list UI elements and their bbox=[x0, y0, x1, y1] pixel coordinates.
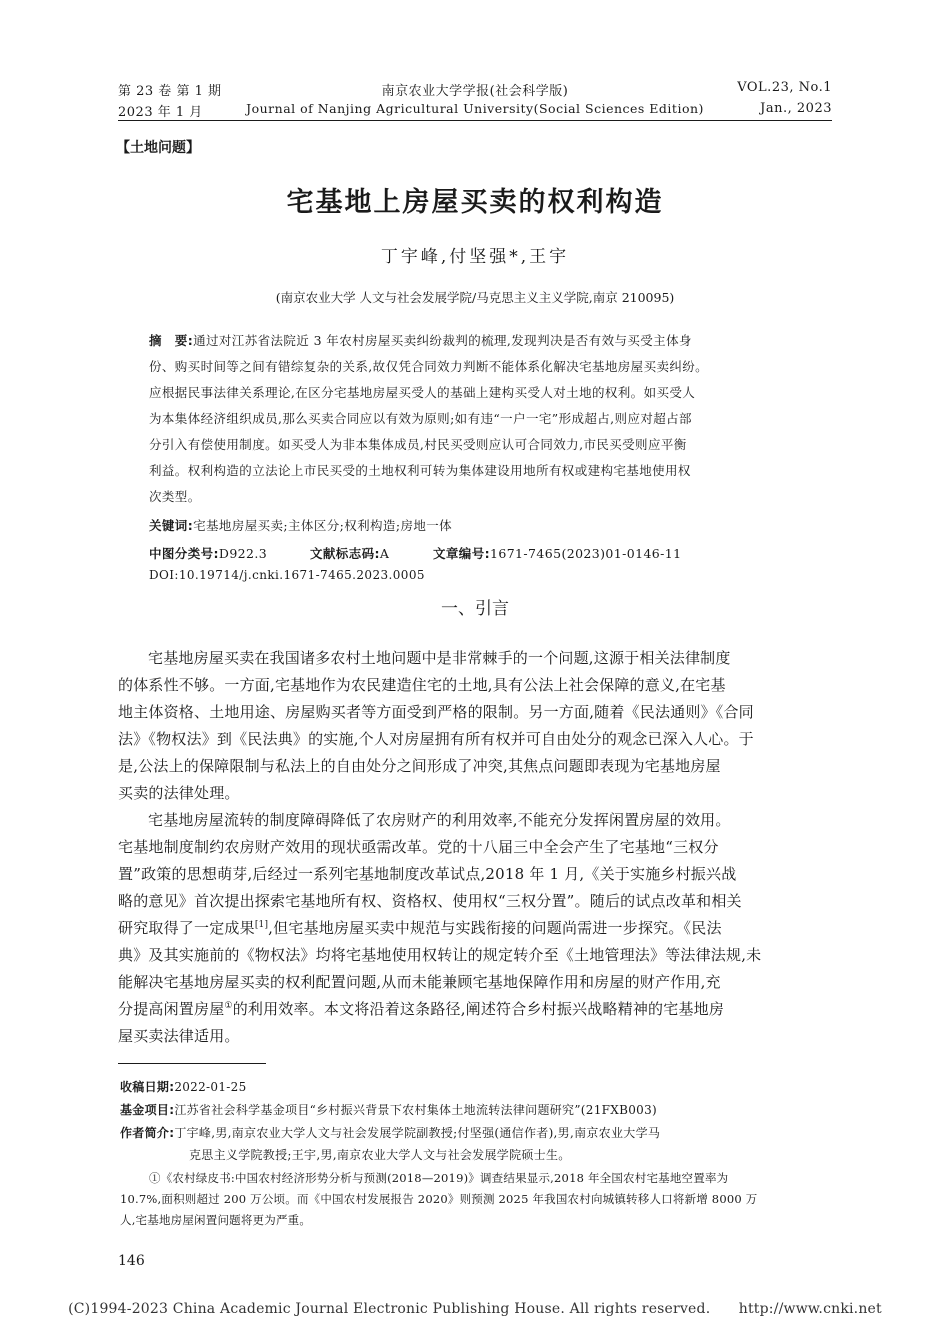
section-tag: 【土地问题】 bbox=[116, 140, 200, 156]
header-journal-cn: 南京农业大学学报(社会科学版) bbox=[381, 84, 569, 99]
abstract-line: 应根据民事法律关系理论,在区分宅基地房屋买受人的基础上建构买受人对土地的权利。如买受人 bbox=[149, 385, 696, 400]
body-line: 法》《物权法》到《民法典》的实施,个人对房屋拥有所有权并可自由处分的观念已深入人心。于 bbox=[118, 730, 754, 748]
abstract-line: 份、购买时间等之间有错综复杂的关系,故仅凭合同效力判断不能体系化解决宅基地房屋买卖纠纷。 bbox=[149, 359, 709, 374]
clc-number: 中图分类号:D922.3 bbox=[149, 546, 268, 561]
author-list: 丁宇峰,付坚强*,王宇 bbox=[380, 247, 570, 267]
page-title: 宅基地上房屋买卖的权利构造 bbox=[286, 187, 664, 218]
document-code: 文献标志码:A bbox=[310, 546, 390, 561]
fund-project: 基金项目:江苏省社会科学基金项目“乡村振兴背景下农村集体土地流转法律问题研究”(21FXB003) bbox=[120, 1103, 658, 1117]
body-line: 的体系性不够。一方面,宅基地作为农民建造住宅的土地,具有公法上社会保障的意义,在宅基 bbox=[118, 676, 726, 694]
header-rule bbox=[118, 120, 832, 121]
abstract-line: 次类型。 bbox=[149, 489, 201, 504]
footnote-line: 10.7%,面积则超过 200 万公顷。而《中国农村发展报告 2020》则预测 2025 年我国农村向城镇转移人口将新增 8000 万 bbox=[120, 1192, 758, 1206]
footnote-line: ①《农村绿皮书:中国农村经济形势分析与预测(2018—2019)》调查结果显示,2018 年全国农村宅基地空置率为 bbox=[149, 1171, 729, 1185]
affiliation: (南京农业大学 人文与社会发展学院/马克思主义主义学院,南京 210095) bbox=[275, 290, 675, 305]
body-line: 地主体资格、土地用途、房屋购买者等方面受到严格的限制。另一方面,随着《民法通则》《合同 bbox=[118, 703, 754, 721]
abstract-label: 摘 要: bbox=[149, 333, 194, 348]
footnote-ref[interactable]: ① bbox=[224, 1001, 233, 1011]
body-line: 略的意见》首次提出探索宅基地所有权、资格权、使用权“三权分置”。随后的试点改革和相关 bbox=[118, 892, 742, 910]
body-line: 是,公法上的保障限制与私法上的自由处分之间形成了冲突,其焦点问题即表现为宅基地房屋 bbox=[118, 757, 721, 775]
body-line: 宅基地房屋流转的制度障碍降低了农房财产的利用效率,不能充分发挥闲置房屋的效用。 bbox=[148, 811, 731, 829]
header-journal-en: Journal of Nanjing Agricultural University(Social Sciences Edition) bbox=[246, 101, 704, 116]
body-line: 屋买卖法律适用。 bbox=[118, 1027, 240, 1045]
body-line: 宅基地制度制约农房财产效用的现状亟需改革。党的十八届三中全会产生了宅基地“三权分 bbox=[118, 838, 719, 856]
article-number: 文章编号:1671-7465(2023)01-0146-11 bbox=[433, 546, 682, 561]
section-heading: 一、引言 bbox=[441, 599, 509, 619]
abstract-line: 为本集体经济组织成员,那么买卖合同应以有效为原则;如有违“一户一宅”形成超占,则应对超占部 bbox=[149, 411, 692, 426]
abstract-line: 利益。权利构造的立法论上市民买受的土地权利可转为集体建设用地所有权或建构宅基地使用权 bbox=[149, 463, 691, 478]
doi: DOI:10.19714/j.cnki.1671-7465.2023.0005 bbox=[149, 568, 425, 582]
body-line: 分提高闲置房屋①的利用效率。本文将沿着这条路径,阐述符合乡村振兴战略精神的宅基地房 bbox=[118, 1000, 725, 1018]
footnote-line: 人,宅基地房屋闲置问题将更为严重。 bbox=[120, 1213, 312, 1227]
keywords-label: 关键词: bbox=[149, 518, 194, 533]
footnote-separator bbox=[118, 1063, 266, 1064]
header-vol-en: VOL.23, No.1 bbox=[737, 80, 832, 95]
body-line: 宅基地房屋买卖在我国诸多农村土地问题中是非常棘手的一个问题,这源于相关法律制度 bbox=[148, 649, 731, 667]
body-line: 能解决宅基地房屋买卖的权利配置问题,从而未能兼顾宅基地保障作用和房屋的财产作用,充 bbox=[118, 973, 721, 991]
author-bio-cont: 克思主义学院教授;王宇,男,南京农业大学人文与社会发展学院硕士生。 bbox=[189, 1148, 571, 1162]
page-number: 146 bbox=[118, 1253, 145, 1269]
body-line: 研究取得了一定成果[1],但宅基地房屋买卖中规范与实践衔接的问题尚需进一步探究。《民法 bbox=[118, 919, 722, 937]
keywords-text: 宅基地房屋买卖;主体区分;权利构造;房地一体 bbox=[193, 518, 453, 533]
copyright-footer: (C)1994-2023 China Academic Journal Electronic Publishing House. All rights reserved. http://www.cnki.net bbox=[68, 1301, 882, 1317]
body-line: 买卖的法律处理。 bbox=[118, 784, 240, 802]
abstract-line: 分引入有偿使用制度。如买受人为非本集体成员,村民买受则应认可合同效力,市民买受则应平衡 bbox=[149, 437, 687, 452]
body-line: 置”政策的思想萌芽,后经过一系列宅基地制度改革试点,2018 年 1 月,《关于实施乡村振兴战 bbox=[118, 865, 737, 883]
header-volume: 第 23 卷 第 1 期 bbox=[118, 84, 222, 99]
citation-ref[interactable]: [1] bbox=[254, 920, 269, 930]
header-date-en: Jan., 2023 bbox=[760, 101, 832, 116]
received-date: 收稿日期:2022-01-25 bbox=[120, 1080, 247, 1094]
author-bio: 作者简介:丁宇峰,男,南京农业大学人文与社会发展学院副教授;付坚强(通信作者),男,南京农业大学马 bbox=[120, 1126, 661, 1140]
abstract-line: 摘 要:通过对江苏省法院近 3 年农村房屋买卖纠纷裁判的梳理,发现判决是否有效与买受主体身 bbox=[149, 333, 692, 348]
body-line: 典》及其实施前的《物权法》均将宅基地使用权转让的规定转介至《土地管理法》等法律法规,未 bbox=[118, 946, 762, 964]
keywords bbox=[149, 516, 452, 534]
header-date-cn: 2023 年 1 月 bbox=[118, 105, 203, 120]
